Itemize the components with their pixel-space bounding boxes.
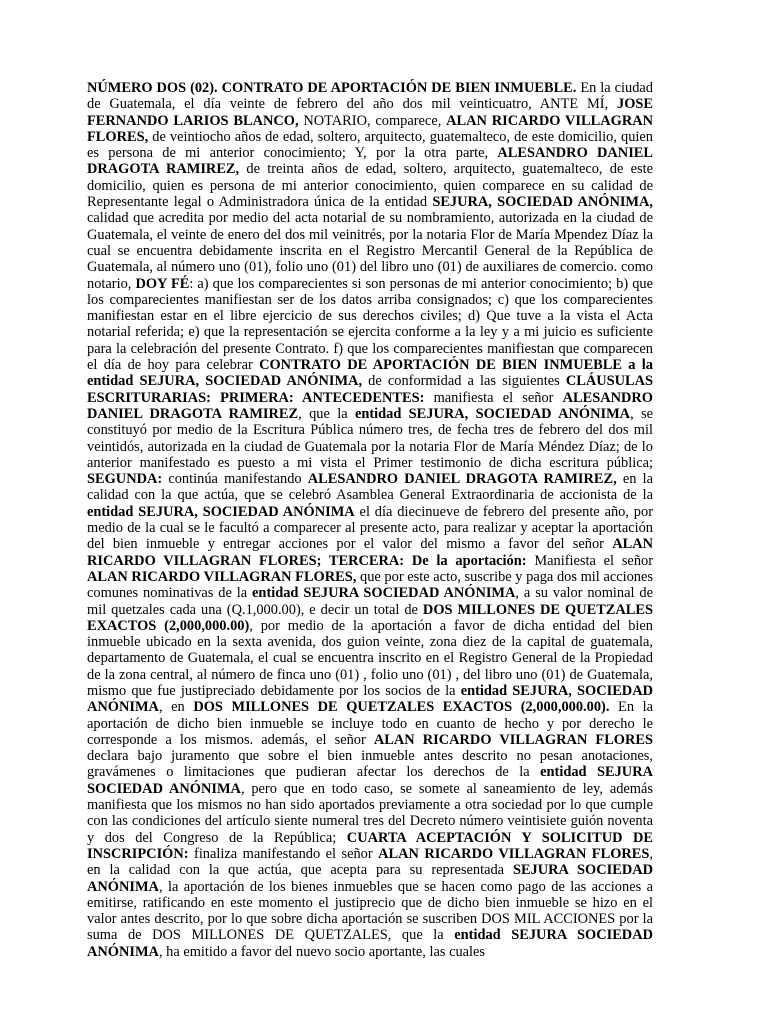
text-segment: , la aportación de los bienes inmuebles que se hacen como pago de las acciones a emitirse, ratificando en este momento el justiprecio que de dicho bien inmueble se hizo en el valor antes descrito, por lo que sobre dicha aportación se suscriben DOS MIL ACCIONES por la suma de DOS MILLONES DE QUETZALES, que la: [87, 878, 653, 944]
bold-text-segment: entidad SEJURA SOCIEDAD ANÓNIMA: [87, 927, 653, 960]
bold-text-segment: ALAN RICARDO VILLAGRAN FLORES: [373, 731, 653, 748]
bold-text-segment: DOS MILLONES DE QUETZALES EXACTOS (2,000,000.00): [87, 601, 653, 634]
bold-text-segment: CONTRATO DE APORTACIÓN DE BIEN INMUEBLE a la entidad SEJURA, SOCIEDAD ANÓNIMA,: [87, 357, 653, 390]
bold-text-segment: CLÁUSULAS ESCRITURARIAS: PRIMERA: ANTECEDENTES:: [87, 373, 653, 406]
bold-text-segment: entidad SEJURA, SOCIEDAD ANÓNIMA: [354, 405, 631, 422]
text-segment: Manifiesta el señor: [526, 552, 653, 569]
text-segment: , por medio de la aportación a favor de dicha entidad del bien inmueble ubicado en la sexta avenida, dos guion veinte, zona diez de la capital de guatemala, departamento de Guatemala, el cual se encuentra inscrito en el Registro General de la Propiedad de la zona central, al número de finca uno (01) , folio uno (01) , del libro uno (01) de Guatemala, mismo que fue justipreciado debidamente por los socios de la: [87, 617, 653, 699]
bold-text-segment: NÚMERO DOS (02). CONTRATO DE APORTACIÓN DE BIEN INMUEBLE.: [87, 80, 577, 96]
bold-text-segment: DOY FÉ: [135, 275, 190, 292]
text-segment: , que la: [298, 405, 355, 422]
text-segment: , a su valor nominal de mil quetzales cada una (Q.1,000.00), e decir un total de: [87, 585, 653, 618]
bold-text-segment: JOSE FERNANDO LARIOS BLANCO,: [87, 96, 653, 129]
bold-text-segment: ALAN RICARDO VILLAGRAN FLORES; TERCERA: De la aportación:: [87, 536, 653, 569]
text-segment: en la calidad con la que actúa, que se celebró Asamblea General Extraordinaria de accionista de la: [87, 471, 653, 504]
text-segment: continúa manifestando: [162, 471, 308, 488]
text-segment: En la ciudad de Guatemala, el día veinte de febrero del año dos mil veinticuatro, ANTE MÍ,: [87, 80, 654, 113]
document-page: [87, 80, 653, 960]
text-segment: el día diecinueve de febrero del presente año, por medio de la cual se le facultó a comparecer al presente acto, para realizar y aceptar la aportación del bien inmueble y entregar acciones por el valor del mismo a favor del señor: [87, 503, 653, 553]
text-segment: declara bajo juramento que sobre el bien inmueble antes descrito no pesan anotaciones, gravámenes o limitaciones que pudieran afectar los derechos de la: [87, 748, 653, 781]
text-segment: , en: [158, 699, 194, 716]
text-segment: , se constituyó por medio de la Escritura Pública número tres, de fecha tres de febrero del dos mil veintidós, autorizada en la ciudad de Guatemala por la notaria Flor de María Méndez Díaz; de lo anterior manifestado es puesto a mi vista el Primer testimonio de dicha escritura pública;: [87, 405, 653, 471]
text-segment: En la aportación de dicho bien inmueble se incluye todo en cuanto de hecho y por derecho le corresponde a los mismos. además, el señor: [87, 699, 653, 748]
bold-text-segment: ALESANDRO DANIEL DRAGOTA RAMIREZ,: [307, 471, 617, 488]
text-segment: de veintiocho años de edad, soltero, arquitecto, guatemalteco, de este domicilio, quien es persona de mi anterior conocimiento; Y, por la otra parte,: [87, 128, 653, 162]
bold-text-segment: ALESANDRO DANIEL DRAGOTA RAMIREZ,: [87, 145, 654, 178]
bold-text-segment: DOS MILLONES DE QUETZALES EXACTOS (2,000,000.00).: [193, 699, 610, 716]
text-segment: NOTARIO, comparece,: [298, 112, 447, 129]
bold-text-segment: ALAN RICARDO VILLAGRAN FLORES: [378, 845, 650, 862]
text-segment: , ha emitido a favor del nuevo socio aportante, las cuales: [158, 943, 486, 960]
text-segment: , en la calidad con la que actúa, que acepta para su representada: [87, 845, 653, 879]
bold-text-segment: ALESANDRO DANIEL DRAGOTA RAMIREZ: [87, 389, 653, 422]
bold-text-segment: ALAN RICARDO VILLAGRAN FLORES,: [87, 112, 653, 145]
text-segment: que por este acto, suscribe y paga dos mil acciones comunes nominativas de la: [87, 568, 653, 602]
text-segment: , pero que en todo caso, se somete al saneamiento de ley, además manifiesta que los mismos no han sido aportados previamente a otra sociedad por lo que cumple con las condiciones del artículo siente numeral tres del Decreto número veintisiete guión noventa y dos del Congreso de la República;: [87, 780, 653, 846]
bold-text-segment: entidad SEJURA SOCIEDAD ANÓNIMA: [87, 764, 653, 797]
bold-text-segment: entidad SEJURA, SOCIEDAD ANÓNIMA: [87, 682, 653, 716]
bold-text-segment: CUARTA ACEPTACIÓN Y SOLICITUD DE INSCRIPCIÓN:: [87, 829, 653, 862]
bold-text-segment: entidad SEJURA SOCIEDAD ANÓNIMA: [252, 585, 516, 602]
text-segment: : a) que los comparecientes si son personas de mi anterior conocimiento; b) que los comparecientes manifiestan ser de los datos arriba consignados; c) que los comparecientes manifiestan estar en el libre ejercicio de sus derechos civiles; d) Que tuve a la vista el Acta notarial referida; e) que la representación se ejercita conforme a la ley y a mi juicio es suficiente para la celebración del presente Contrato. f) que los comparecientes manifiestan que comparecen el día de hoy para celebrar: [87, 275, 653, 374]
bold-text-segment: SEGUNDA:: [87, 471, 163, 488]
text-segment: finaliza manifestando el señor: [188, 845, 379, 862]
text-segment: de conformidad a las siguientes: [362, 373, 566, 390]
text-segment: de treinta años de edad, soltero, arquitecto, guatemalteco, de este domicilio, quien es persona de mi anterior conocimiento, quien comparece en su calidad de Representante legal o Administradora única de la entidad: [87, 161, 654, 211]
bold-text-segment: ALAN RICARDO VILLAGRAN FLORES,: [87, 568, 357, 585]
bold-text-segment: SEJURA SOCIEDAD ANÓNIMA: [87, 862, 653, 895]
text-segment: calidad que acredita por medio del acta notarial de su nombramiento, autorizada en la ciudad de Guatemala, el veinte de enero del dos mil veinitrés, por la notaria Flor de María Mpendez Díaz la cual se encuentra debidamente inscrita en el Registro Mercantil General de la República de Guatemala, al número uno (01), folio uno (01) del libro uno (01) de auxiliares de comercio. como notario,: [87, 210, 653, 292]
bold-text-segment: SEJURA, SOCIEDAD ANÓNIMA,: [432, 194, 654, 211]
document-body-text: [87, 80, 653, 960]
text-segment: manifiesta el señor: [424, 389, 563, 406]
bold-text-segment: entidad SEJURA, SOCIEDAD ANÓNIMA: [87, 503, 355, 520]
